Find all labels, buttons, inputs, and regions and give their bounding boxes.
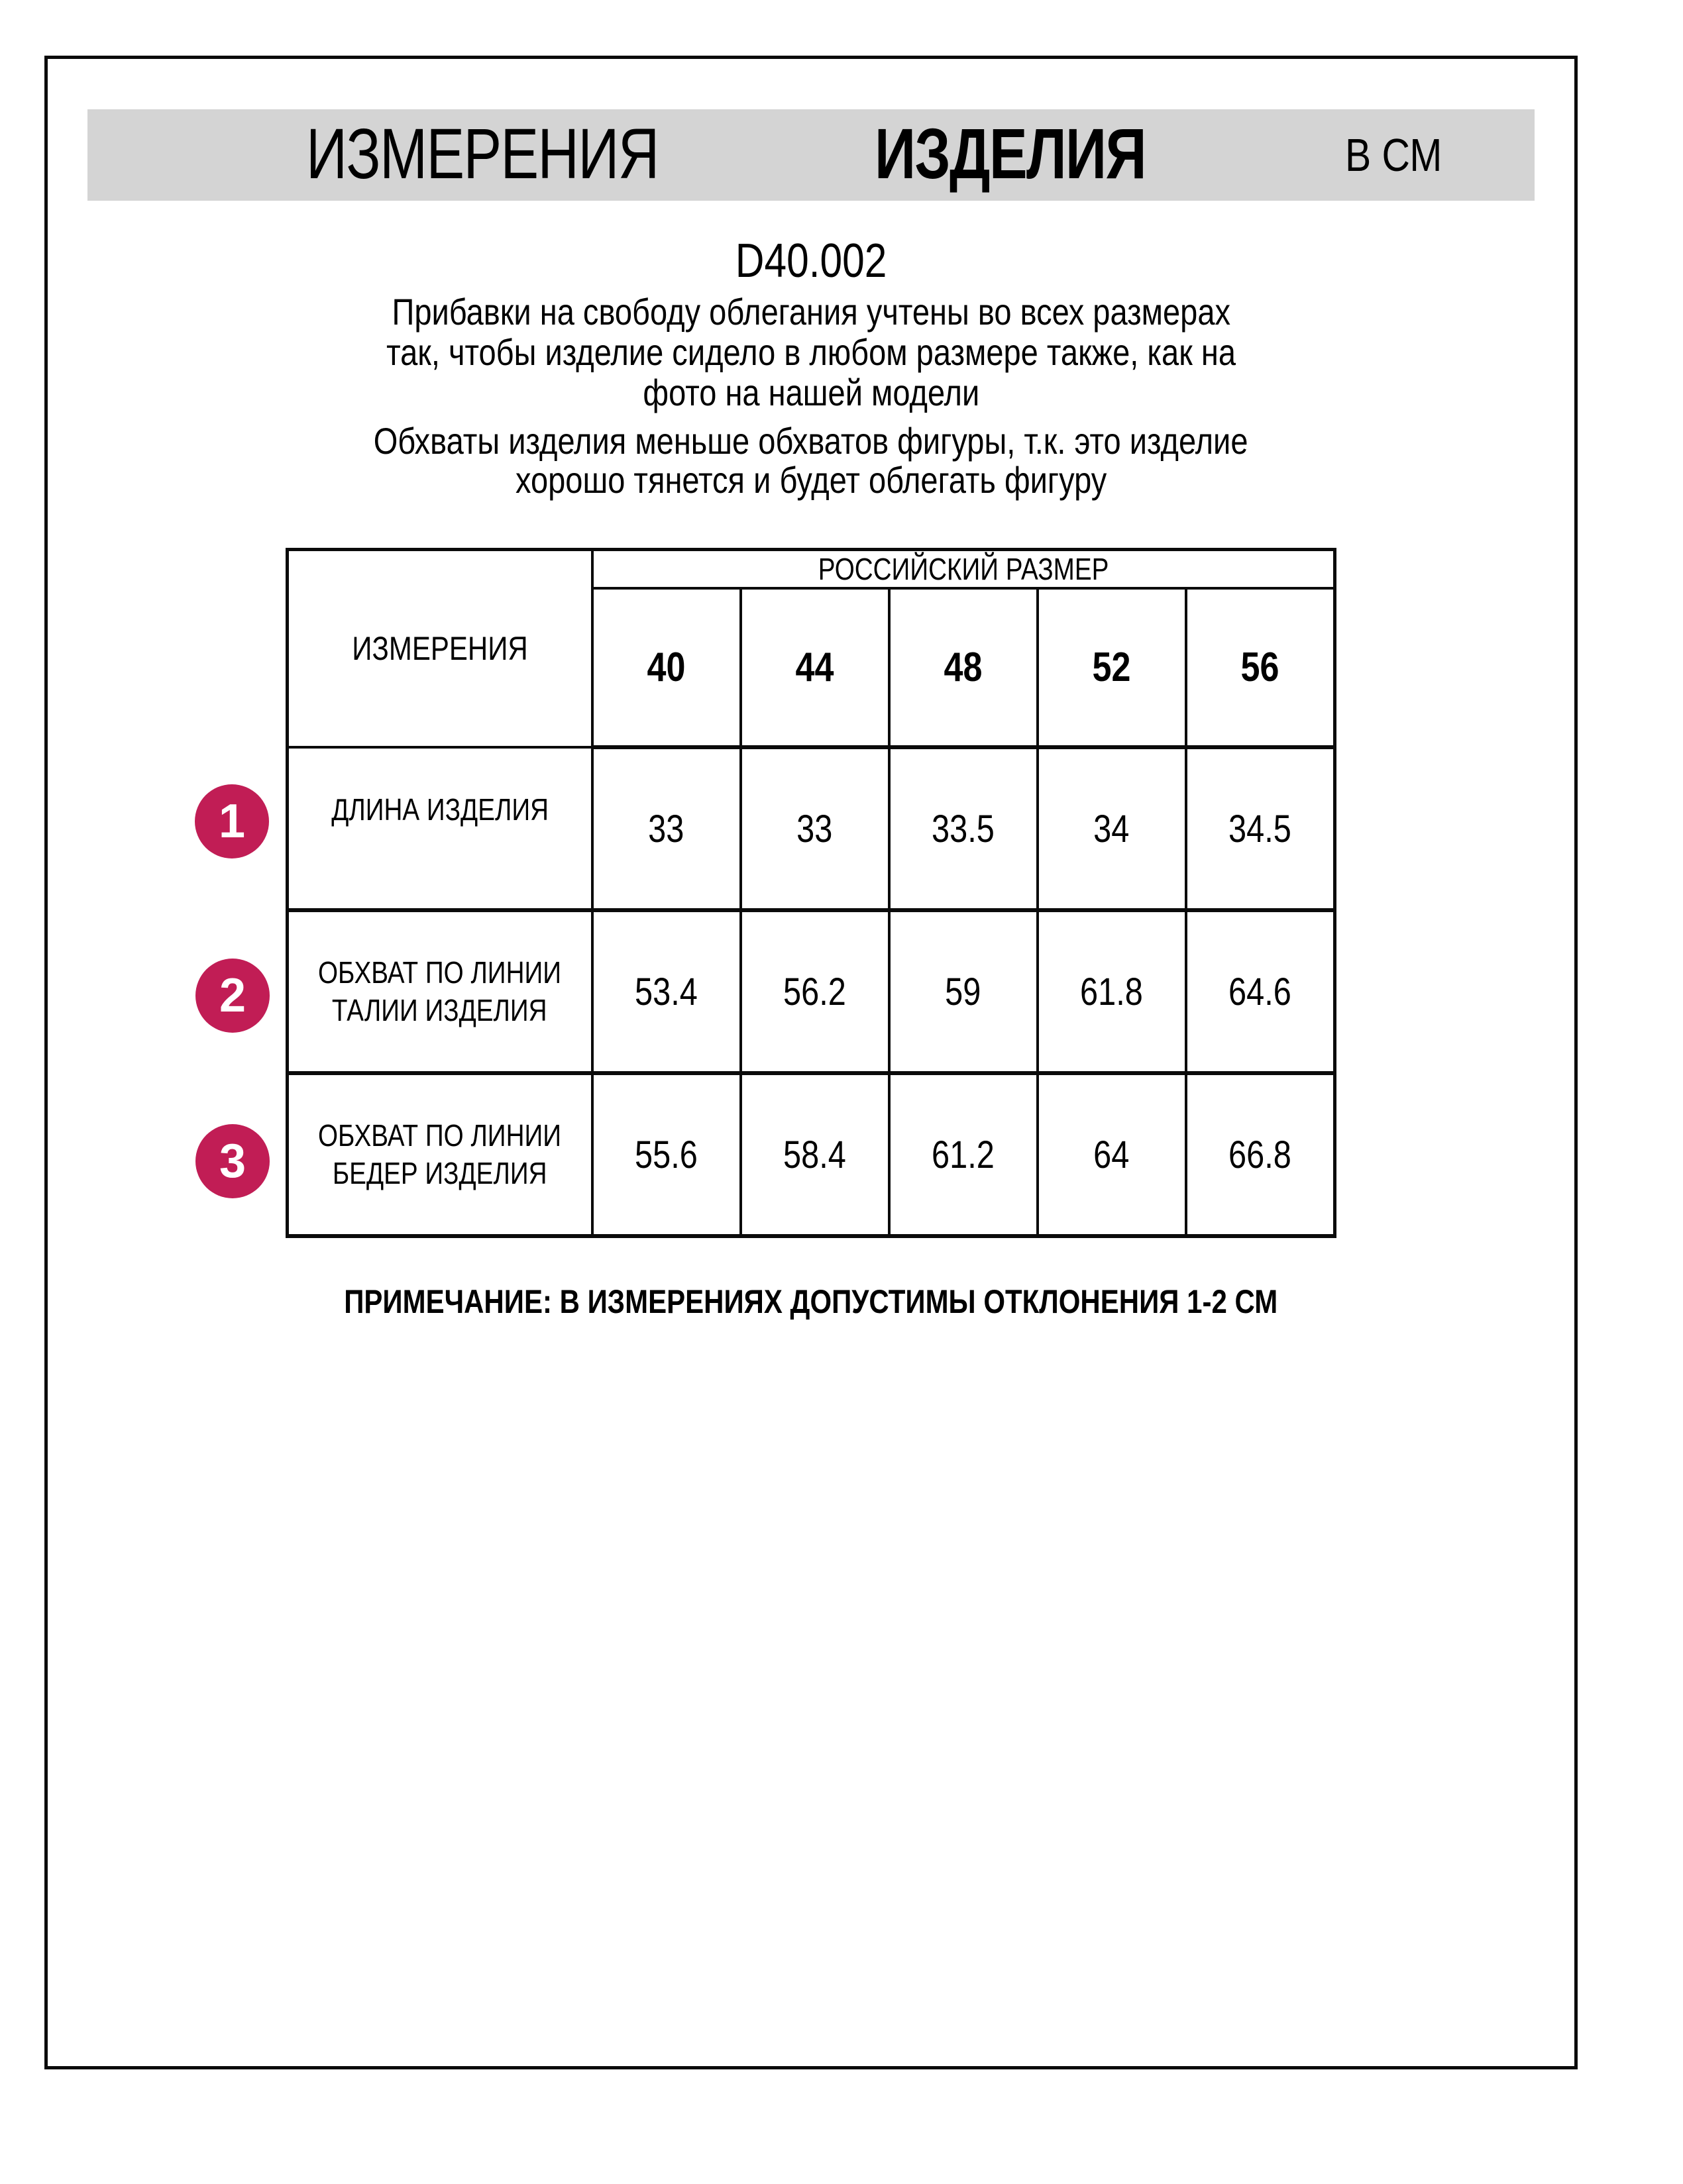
intro-paragraph-stretch-line: хорошо тянется и будет облегать фигуру [515, 459, 1107, 501]
table-header-russian-size: РОССИЙСКИЙ РАЗМЕР [592, 550, 1335, 589]
intro-paragraph-fit-line: так, чтобы изделие сидело в любом размере также, как на [386, 331, 1236, 373]
row-label-length: ДЛИНА ИЗДЕЛИЯ [288, 747, 592, 910]
size-cell: 44 [741, 588, 889, 747]
size-cell: 48 [889, 588, 1038, 747]
value-cell: 64.6 [1186, 910, 1335, 1073]
intro-paragraph-fit [44, 291, 1578, 413]
value-cell: 58.4 [741, 1073, 889, 1236]
value-cell: 33.5 [889, 747, 1038, 910]
intro-paragraph-stretch [44, 421, 1578, 499]
row-number-badge-3: 3 [195, 1124, 270, 1198]
size-cell: 52 [1038, 588, 1186, 747]
table-header-group-row [288, 550, 1335, 589]
value-cell: 33 [741, 747, 889, 910]
tolerance-note: ПРИМЕЧАНИЕ: В ИЗМЕРЕНИЯХ ДОПУСТИМЫ ОТКЛОНЕНИЯ 1-2 СМ [344, 1283, 1278, 1320]
value-cell: 56.2 [741, 910, 889, 1073]
size-table [286, 548, 1336, 1238]
value-cell: 53.4 [592, 910, 741, 1073]
intro-paragraph-stretch-line: Обхваты изделия меньше обхватов фигуры, т.к. это изделие [374, 420, 1248, 462]
value-cell: 34 [1038, 747, 1186, 910]
value-cell: 66.8 [1186, 1073, 1335, 1236]
row-number-badge-2: 2 [195, 959, 270, 1033]
header-title-product: ИЗДЕЛИЯ [875, 113, 1146, 193]
size-cell: 40 [592, 588, 741, 747]
size-cell: 56 [1186, 588, 1335, 747]
value-cell: 61.2 [889, 1073, 1038, 1236]
header-bar [87, 109, 1535, 201]
row-label-waist: ОБХВАТ ПО ЛИНИИ ТАЛИИ ИЗДЕЛИЯ [288, 910, 592, 1073]
header-units-label: В СМ [1345, 129, 1442, 181]
product-code: D40.002 [735, 234, 887, 287]
header-title-measurements: ИЗМЕРЕНИЯ [306, 113, 659, 193]
value-cell: 33 [592, 747, 741, 910]
value-cell: 55.6 [592, 1073, 741, 1236]
table-row-waist [288, 910, 1335, 1073]
intro-paragraph-fit-line: Прибавки на свободу облегания учтены во всех размерах [392, 291, 1230, 333]
value-cell: 34.5 [1186, 747, 1335, 910]
intro-paragraph-fit-line: фото на нашей модели [643, 372, 979, 413]
table-header-measurements: ИЗМЕРЕНИЯ [288, 550, 592, 748]
row-number-badge-1: 1 [195, 784, 269, 858]
value-cell: 64 [1038, 1073, 1186, 1236]
table-row-hips [288, 1073, 1335, 1236]
value-cell: 59 [889, 910, 1038, 1073]
value-cell: 61.8 [1038, 910, 1186, 1073]
row-label-hips: ОБХВАТ ПО ЛИНИИ БЕДЕР ИЗДЕЛИЯ [288, 1073, 592, 1236]
table-row-length [288, 747, 1335, 910]
